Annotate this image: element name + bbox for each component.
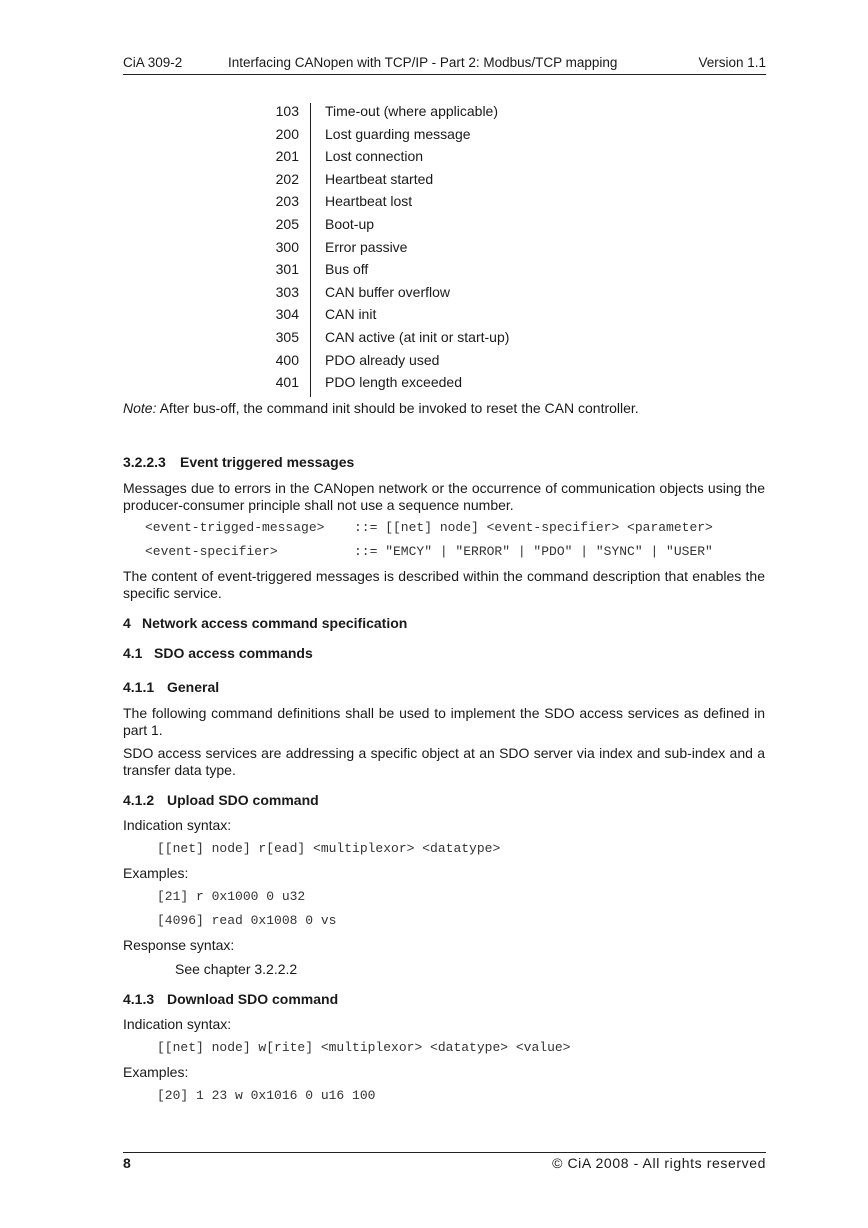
error-desc: Time-out (where applicable) <box>325 103 498 119</box>
copyright: © CiA 2008 - All rights reserved <box>552 1155 766 1171</box>
error-code: 200 <box>275 125 299 142</box>
section-heading-411 <box>123 679 219 695</box>
grammar-rhs: ::= [[net] node] <event-specifier> <parameter> <box>354 520 713 535</box>
error-desc: CAN active (at init or start-up) <box>325 328 510 345</box>
indication-label: Indication syntax: <box>123 817 232 833</box>
section-title: Event triggered messages <box>180 454 355 470</box>
grammar-rhs: ::= "EMCY" | "ERROR" | "PDO" | "SYNC" | "USER" <box>354 544 713 559</box>
error-code: 205 <box>275 215 299 232</box>
response-text: See chapter 3.2.2.2 <box>175 961 298 977</box>
error-desc: PDO already used <box>325 351 440 368</box>
page-header <box>123 55 766 75</box>
examples-label: Examples: <box>123 865 189 881</box>
error-desc: Heartbeat lost <box>325 193 413 210</box>
error-code: 203 <box>275 193 299 210</box>
example-code: [21] r 0x1000 0 u32 <box>157 889 306 904</box>
section-title: General <box>167 679 220 695</box>
section-title: SDO access commands <box>154 645 313 661</box>
error-code: 401 <box>275 374 299 391</box>
note-text: After bus-off, the command init should be invoked to reset the CAN controller. <box>159 400 639 416</box>
example-code: [20] 1 23 w 0x1016 0 u16 100 <box>157 1088 376 1103</box>
section-title: Network access command specification <box>142 615 408 631</box>
section-title: Upload SDO command <box>167 792 319 808</box>
section-number: 4 <box>123 615 131 631</box>
note-paragraph <box>123 400 765 417</box>
paragraph: The content of event-triggered messages is described within the command description that enables the specific service. <box>123 568 765 601</box>
error-desc: Heartbeat started <box>325 170 434 187</box>
error-code: 301 <box>275 261 299 278</box>
section-number: 4.1.3 <box>123 991 155 1007</box>
paragraph: The following command definitions shall be used to implement the SDO access services as defined in part 1. <box>123 705 765 738</box>
section-number: 3.2.2.3 <box>123 454 166 470</box>
error-code: 304 <box>275 306 299 323</box>
note-label: Note: <box>123 400 157 416</box>
paragraph: Messages due to errors in the CANopen network or the occurrence of communication objects using the producer-consumer principle shall not use a sequence number. <box>123 480 765 513</box>
error-desc: CAN init <box>325 306 377 323</box>
grammar-lhs: <event-trigged-message> <box>145 520 325 535</box>
error-desc: Bus off <box>325 261 369 278</box>
table-divider <box>310 103 311 397</box>
error-code: 300 <box>275 238 299 255</box>
section-heading-4 <box>123 615 407 631</box>
error-desc: Error passive <box>325 238 408 255</box>
error-code: 305 <box>275 328 299 345</box>
error-code: 201 <box>275 148 299 165</box>
response-label: Response syntax: <box>123 937 235 953</box>
indication-label: Indication syntax: <box>123 1016 232 1032</box>
doc-version: Version 1.1 <box>698 55 766 70</box>
error-desc: Lost connection <box>325 148 424 165</box>
page-number: 8 <box>123 1155 131 1171</box>
indication-syntax: [[net] node] r[ead] <multiplexor> <datatype> <box>157 841 501 856</box>
section-number: 4.1 <box>123 645 143 661</box>
error-code: 202 <box>275 170 299 187</box>
section-heading-41 <box>123 645 313 661</box>
grammar-lhs: <event-specifier> <box>145 544 278 559</box>
error-code: 400 <box>275 351 299 368</box>
indication-syntax: [[net] node] w[rite] <multiplexor> <datatype> <value> <box>157 1040 571 1055</box>
error-desc: Lost guarding message <box>325 125 471 142</box>
error-code: 303 <box>275 283 299 300</box>
example-code: [4096] read 0x1008 0 vs <box>157 913 337 928</box>
section-number: 4.1.1 <box>123 679 155 695</box>
doc-title: Interfacing CANopen with TCP/IP - Part 2: Modbus/TCP mapping <box>228 55 618 70</box>
section-heading-412 <box>123 792 319 808</box>
paragraph: SDO access services are addressing a specific object at an SDO server via index and sub-index and a transfer data type. <box>123 745 765 778</box>
doc-id: CiA 309-2 <box>123 55 183 70</box>
error-desc: CAN buffer overflow <box>325 283 451 300</box>
error-desc: PDO length exceeded <box>325 374 462 391</box>
error-code: 103 <box>275 103 299 119</box>
section-title: Download SDO command <box>167 991 339 1007</box>
section-heading-3223 <box>123 454 354 470</box>
examples-label: Examples: <box>123 1064 189 1080</box>
section-number: 4.1.2 <box>123 792 155 808</box>
section-heading-413 <box>123 991 338 1007</box>
error-desc: Boot-up <box>325 215 375 232</box>
page-footer <box>123 1152 766 1175</box>
